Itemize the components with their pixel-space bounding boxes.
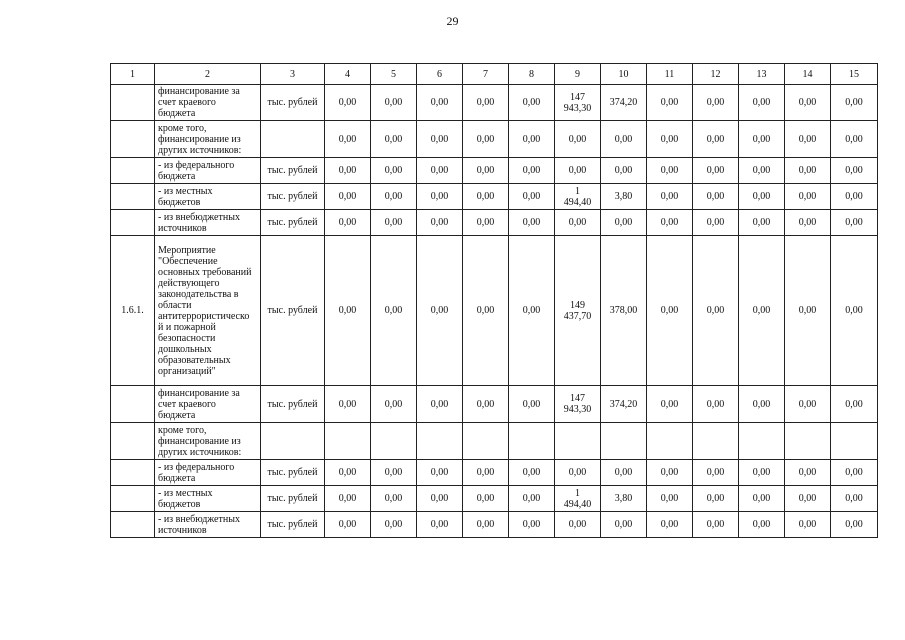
value-cell: 0,00 [555,512,601,538]
value-cell: 0,00 [601,210,647,236]
value-cell: 0,00 [831,85,878,121]
value-cell: 0,00 [739,85,785,121]
value-cell [601,423,647,460]
value-cell: 0,00 [785,121,831,158]
unit-cell: тыс. рублей [261,85,325,121]
value-cell: 0,00 [785,512,831,538]
value-cell: 0,00 [647,85,693,121]
value-cell: 0,00 [371,460,417,486]
column-header-4: 4 [325,64,371,85]
value-cell: 0,00 [647,210,693,236]
value-cell: 0,00 [371,512,417,538]
column-header-12: 12 [693,64,739,85]
row-name-cell: - из внебюджетных источников [155,210,261,236]
value-cell: 0,00 [509,210,555,236]
value-cell: 0,00 [831,158,878,184]
value-cell: 0,00 [417,486,463,512]
table-row [111,121,878,158]
value-cell: 0,00 [463,158,509,184]
value-cell: 0,00 [785,386,831,423]
value-cell: 0,00 [739,210,785,236]
value-cell: 0,00 [831,184,878,210]
value-cell: 0,00 [831,386,878,423]
value-cell: 0,00 [693,158,739,184]
column-header-13: 13 [739,64,785,85]
table-row [111,210,878,236]
row-name-cell: - из федерального бюджета [155,158,261,184]
row-number-cell [111,210,155,236]
column-header-8: 8 [509,64,555,85]
column-header-5: 5 [371,64,417,85]
table-row [111,423,878,460]
table-row [111,486,878,512]
unit-cell: тыс. рублей [261,236,325,386]
value-cell: 0,00 [463,460,509,486]
value-cell: 0,00 [371,121,417,158]
table-row [111,236,878,386]
value-cell: 0,00 [693,85,739,121]
row-number-cell [111,386,155,423]
value-cell: 0,00 [739,460,785,486]
value-cell: 0,00 [509,386,555,423]
value-cell: 0,00 [509,85,555,121]
value-cell: 0,00 [785,486,831,512]
value-cell: 0,00 [417,236,463,386]
value-cell: 0,00 [463,386,509,423]
value-cell: 0,00 [463,85,509,121]
column-header-6: 6 [417,64,463,85]
table-row [111,460,878,486]
value-cell: 147 943,30 [555,85,601,121]
value-cell: 374,20 [601,386,647,423]
value-cell: 0,00 [785,460,831,486]
value-cell: 0,00 [463,512,509,538]
value-cell: 0,00 [647,236,693,386]
value-cell: 0,00 [371,85,417,121]
value-cell: 0,00 [325,512,371,538]
value-cell: 374,20 [601,85,647,121]
value-cell: 0,00 [647,386,693,423]
value-cell: 0,00 [509,236,555,386]
value-cell: 0,00 [647,512,693,538]
column-header-11: 11 [647,64,693,85]
value-cell: 0,00 [785,85,831,121]
column-header-15: 15 [831,64,878,85]
value-cell: 0,00 [417,512,463,538]
row-number-cell [111,158,155,184]
value-cell: 0,00 [785,210,831,236]
row-number-cell: 1.6.1. [111,236,155,386]
row-name-cell: Мероприятие "Обеспечение основных требований действующего законодательства в области антитеррористическо й и пожарной безопасности дошкольных образовательных организаций" [155,236,261,386]
value-cell: 0,00 [739,386,785,423]
value-cell: 0,00 [463,184,509,210]
value-cell: 0,00 [463,210,509,236]
value-cell: 0,00 [371,386,417,423]
unit-cell: тыс. рублей [261,460,325,486]
table-row [111,184,878,210]
unit-cell: тыс. рублей [261,158,325,184]
value-cell: 0,00 [463,486,509,512]
unit-cell: тыс. рублей [261,486,325,512]
column-header-1: 1 [111,64,155,85]
value-cell: 0,00 [371,236,417,386]
value-cell: 3,80 [601,184,647,210]
value-cell: 0,00 [739,158,785,184]
row-number-cell [111,460,155,486]
value-cell: 0,00 [325,85,371,121]
row-name-cell: - из местных бюджетов [155,184,261,210]
row-name-cell: финансирование за счет краевого бюджета [155,85,261,121]
column-header-14: 14 [785,64,831,85]
value-cell: 0,00 [371,486,417,512]
value-cell [693,423,739,460]
value-cell: 1 494,40 [555,486,601,512]
value-cell: 0,00 [509,512,555,538]
value-cell: 0,00 [647,158,693,184]
unit-cell: тыс. рублей [261,512,325,538]
value-cell [555,423,601,460]
value-cell: 0,00 [739,486,785,512]
value-cell: 0,00 [693,184,739,210]
value-cell: 0,00 [831,486,878,512]
value-cell: 0,00 [325,460,371,486]
value-cell: 0,00 [693,486,739,512]
row-number-cell [111,85,155,121]
page-number: 29 [446,14,459,28]
value-cell: 0,00 [325,236,371,386]
row-name-cell: кроме того, финансирование из других источников: [155,121,261,158]
row-number-cell [111,184,155,210]
value-cell: 0,00 [371,210,417,236]
value-cell: 0,00 [509,460,555,486]
row-number-cell [111,423,155,460]
value-cell: 0,00 [831,121,878,158]
row-name-cell: кроме того, финансирование из других источников: [155,423,261,460]
value-cell: 0,00 [693,512,739,538]
value-cell: 0,00 [739,236,785,386]
value-cell: 3,80 [601,486,647,512]
value-cell: 149 437,70 [555,236,601,386]
value-cell: 0,00 [647,184,693,210]
unit-cell [261,423,325,460]
unit-cell: тыс. рублей [261,386,325,423]
value-cell: 0,00 [417,85,463,121]
column-header-3: 3 [261,64,325,85]
column-header-10: 10 [601,64,647,85]
value-cell: 0,00 [371,158,417,184]
unit-cell: тыс. рублей [261,210,325,236]
value-cell: 0,00 [417,210,463,236]
column-header-9: 9 [555,64,601,85]
unit-cell [261,121,325,158]
value-cell: 0,00 [555,121,601,158]
unit-cell: тыс. рублей [261,184,325,210]
value-cell: 378,00 [601,236,647,386]
value-cell: 0,00 [325,158,371,184]
value-cell [325,423,371,460]
value-cell: 0,00 [739,121,785,158]
value-cell: 0,00 [739,512,785,538]
value-cell: 0,00 [601,158,647,184]
value-cell: 0,00 [555,210,601,236]
value-cell [647,423,693,460]
value-cell: 0,00 [325,121,371,158]
value-cell: 0,00 [693,210,739,236]
row-name-cell: финансирование за счет краевого бюджета [155,386,261,423]
column-number-header-row [111,64,878,85]
table-body [111,64,878,538]
value-cell [371,423,417,460]
value-cell: 0,00 [693,460,739,486]
value-cell: 0,00 [509,184,555,210]
table-row [111,386,878,423]
value-cell: 0,00 [417,386,463,423]
value-cell: 0,00 [463,236,509,386]
value-cell: 0,00 [417,460,463,486]
value-cell [463,423,509,460]
value-cell: 0,00 [417,158,463,184]
value-cell: 0,00 [417,121,463,158]
financing-table [110,63,878,538]
value-cell: 0,00 [647,460,693,486]
value-cell: 0,00 [601,121,647,158]
row-number-cell [111,512,155,538]
value-cell: 0,00 [831,210,878,236]
value-cell: 0,00 [785,184,831,210]
value-cell: 0,00 [463,121,509,158]
row-name-cell: - из федерального бюджета [155,460,261,486]
value-cell: 0,00 [601,460,647,486]
value-cell [417,423,463,460]
column-header-7: 7 [463,64,509,85]
row-number-cell [111,486,155,512]
value-cell: 0,00 [555,460,601,486]
value-cell: 1 494,40 [555,184,601,210]
value-cell [831,423,878,460]
value-cell: 0,00 [555,158,601,184]
value-cell: 0,00 [693,236,739,386]
value-cell [785,423,831,460]
value-cell: 0,00 [831,236,878,386]
value-cell: 0,00 [325,210,371,236]
value-cell: 0,00 [785,236,831,386]
value-cell: 0,00 [325,386,371,423]
row-name-cell: - из местных бюджетов [155,486,261,512]
value-cell: 0,00 [417,184,463,210]
value-cell: 0,00 [509,486,555,512]
value-cell: 0,00 [647,121,693,158]
column-header-2: 2 [155,64,261,85]
value-cell: 0,00 [371,184,417,210]
value-cell: 0,00 [739,184,785,210]
row-name-cell: - из внебюджетных источников [155,512,261,538]
value-cell: 0,00 [693,386,739,423]
table-row [111,512,878,538]
value-cell: 0,00 [325,184,371,210]
value-cell [509,423,555,460]
table-row [111,158,878,184]
value-cell: 0,00 [647,486,693,512]
value-cell: 0,00 [509,158,555,184]
table-row [111,85,878,121]
value-cell: 0,00 [601,512,647,538]
value-cell: 0,00 [509,121,555,158]
value-cell: 0,00 [325,486,371,512]
value-cell: 0,00 [831,460,878,486]
value-cell: 0,00 [693,121,739,158]
value-cell: 147 943,30 [555,386,601,423]
value-cell: 0,00 [831,512,878,538]
row-number-cell [111,121,155,158]
value-cell: 0,00 [785,158,831,184]
value-cell [739,423,785,460]
